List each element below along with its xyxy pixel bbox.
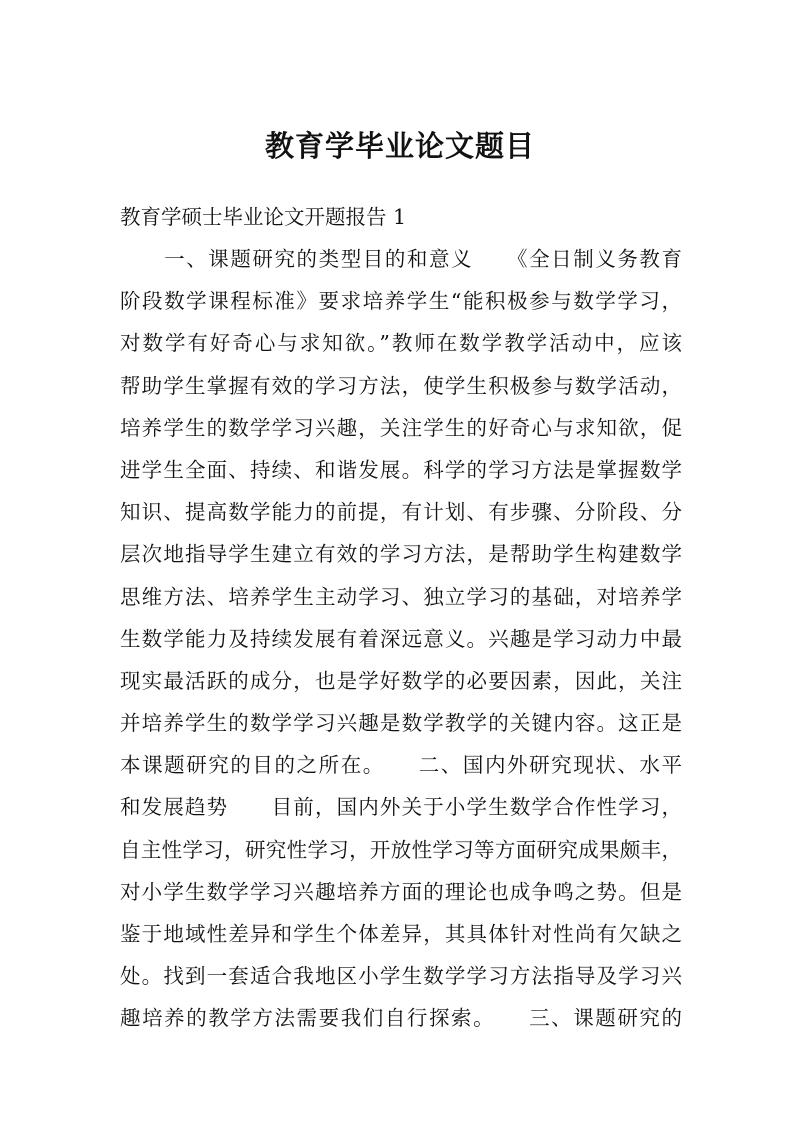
body-line: 思维方法、培养学生主动学习、独立学习的基础，对培养学 — [120, 584, 682, 609]
body-line: 培养学生的数学学习兴趣，关注学生的好奇心与求知欲，促 — [120, 415, 682, 440]
document-subtitle: 教育学硕士毕业论文开题报告 1 — [120, 205, 407, 229]
body-line: 处。找到一套适合我地区小学生数学学习方法指导及学习兴 — [120, 964, 682, 989]
body-line: 鉴于地域性差异和学生个体差异，其具体针对性尚有欠缺之 — [120, 922, 682, 946]
body-line: 对数学有好奇心与求知欲。”教师在数学教学活动中，应该 — [120, 331, 682, 356]
body-line: 阶段数学课程标准》要求培养学生“能积极参与数学学习， — [120, 289, 682, 314]
body-line: 生数学能力及持续发展有着深远意义。兴趣是学习动力中最 — [120, 626, 682, 651]
body-text — [120, 238, 682, 1040]
document-title: 教育学毕业论文题目 — [264, 129, 535, 163]
body-line: 帮助学生掌握有效的学习方法，使学生积极参与数学活动， — [120, 373, 682, 398]
body-line: 趣培养的教学方法需要我们自行探索。 三、课题研究的 — [120, 1006, 682, 1031]
body-line: 知识、提高数学能力的前提，有计划、有步骤、分阶段、分 — [120, 500, 682, 525]
body-line: 进学生全面、持续、和谐发展。科学的学习方法是掌握数学 — [120, 457, 682, 482]
body-line: 层次地指导学生建立有效的学习方法，是帮助学生构建数学 — [120, 542, 682, 567]
body-line: 对小学生数学学习兴趣培养方面的理论也成争鸣之势。但是 — [120, 879, 682, 904]
body-line: 本课题研究的目的之所在。 二、国内外研究现状、水平 — [120, 753, 682, 778]
body-line: 和发展趋势 目前，国内外关于小学生数学合作性学习， — [120, 795, 682, 820]
body-line: 一、课题研究的类型目的和意义 《全日制义务教育 — [120, 247, 682, 271]
body-line: 现实最活跃的成分，也是学好数学的必要因素，因此，关注 — [120, 668, 682, 693]
body-line: 并培养学生的数学学习兴趣是数学教学的关键内容。这正是 — [120, 711, 682, 736]
body-line: 自主性学习，研究性学习，开放性学习等方面研究成果颇丰， — [120, 837, 682, 862]
